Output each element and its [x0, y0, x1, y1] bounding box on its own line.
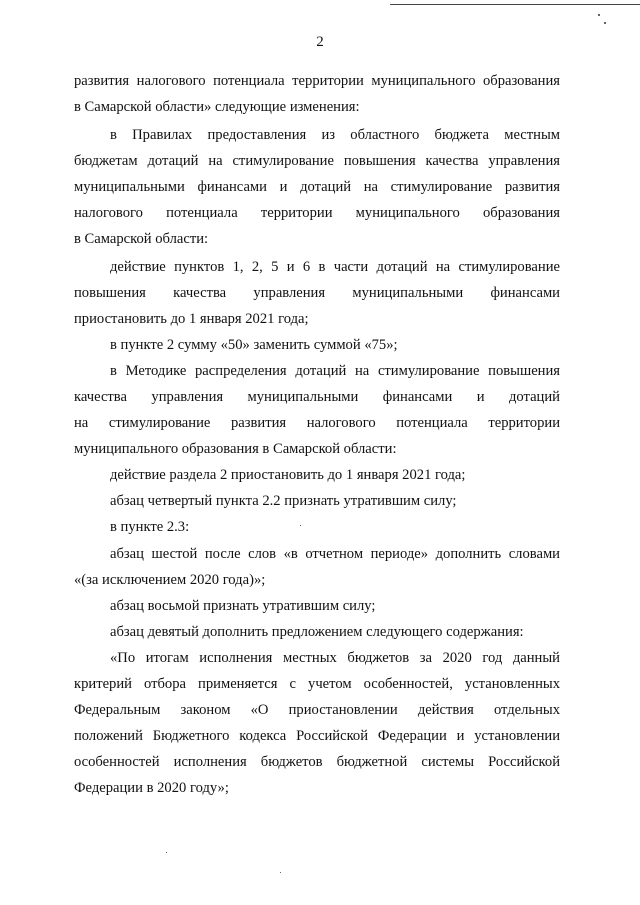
scan-speck — [166, 852, 167, 853]
text-line: действие пунктов 1, 2, 5 и 6 в части дотаций на стимулирование — [110, 259, 560, 275]
text-line: особенностей исполнения бюджетов бюджетной системы Российской — [74, 754, 560, 770]
text-line: абзац шестой после слов «в отчетном периоде» дополнить словами — [110, 546, 560, 562]
text-line: в Методике распределения дотаций на стимулирование повышения — [110, 363, 560, 379]
text-line: муниципального образования в Самарской области: — [74, 441, 397, 457]
text-line: Федеральным законом «О приостановлении действия отдельных — [74, 702, 560, 718]
text-line: налогового потенциала территории муниципального образования — [74, 205, 560, 221]
text-line: качества управления муниципальными финансами и дотаций — [74, 389, 560, 405]
text-line: в пункте 2 сумму «50» заменить суммой «75»; — [110, 337, 398, 353]
text-line: развития налогового потенциала территории муниципального образования — [74, 73, 560, 89]
text-line: на стимулирование развития налогового потенциала территории — [74, 415, 560, 431]
scan-speck — [280, 872, 281, 873]
top-edge-rule — [390, 4, 640, 5]
scan-speck — [598, 14, 600, 16]
page-number: 2 — [316, 34, 324, 50]
text-line: положений Бюджетного кодекса Российской Федерации и установлении — [74, 728, 560, 744]
text-line: абзац четвертый пункта 2.2 признать утратившим силу; — [110, 493, 457, 509]
text-line: в пункте 2.3: — [110, 519, 190, 535]
text-line: приостановить до 1 января 2021 года; — [74, 311, 309, 327]
text-line: в Правилах предоставления из областного бюджета местным — [110, 127, 560, 143]
text-line: повышения качества управления муниципальными финансами — [74, 285, 560, 301]
text-line: критерий отбора применяется с учетом особенностей, установленных — [74, 676, 560, 692]
text-line: бюджетам дотаций на стимулирование повышения качества управления — [74, 153, 560, 169]
text-line: абзац восьмой признать утратившим силу; — [110, 598, 376, 614]
text-line: Федерации в 2020 году»; — [74, 780, 229, 796]
text-line: «(за исключением 2020 года)»; — [74, 572, 266, 588]
text-line: «По итогам исполнения местных бюджетов за 2020 год данный — [110, 650, 560, 666]
text-line: муниципальными финансами и дотаций на стимулирование развития — [74, 179, 560, 195]
text-line: абзац девятый дополнить предложением следующего содержания: — [110, 624, 524, 640]
text-line: действие раздела 2 приостановить до 1 января 2021 года; — [110, 467, 466, 483]
text-line: в Самарской области: — [74, 231, 209, 247]
text-line: в Самарской области» следующие изменения: — [74, 99, 360, 115]
scan-speck — [604, 22, 606, 24]
